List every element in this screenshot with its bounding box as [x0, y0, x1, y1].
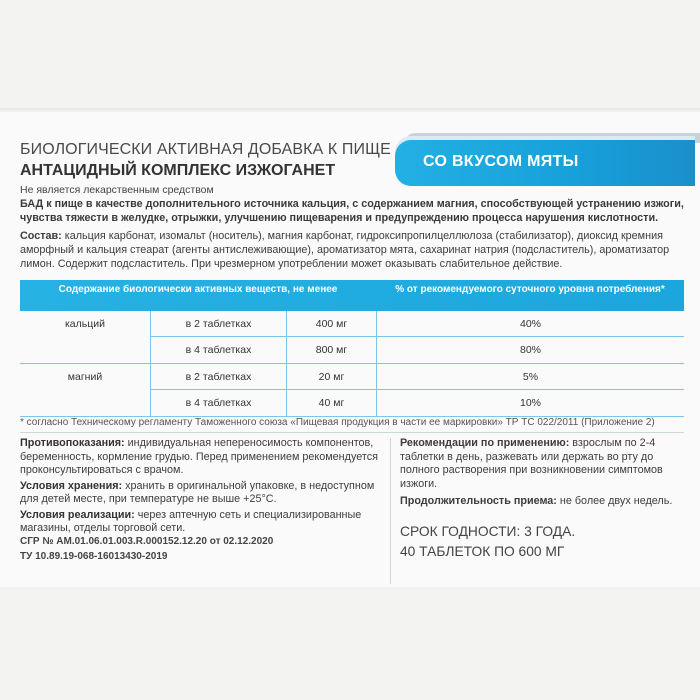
- amount-cell: 40 мг: [286, 390, 376, 416]
- pack-info: 40 ТАБЛЕТОК ПО 600 МГ: [400, 544, 565, 559]
- storage-conditions: [20, 480, 382, 507]
- substance-cell: [20, 390, 150, 416]
- right-info-column: [400, 437, 690, 513]
- footnote: * согласно Техническому регламенту Таможенного союза «Пищевая продукция в части ее маркировки» ТР ТС 022/2011 (Приложение 2): [20, 417, 655, 428]
- table-header-content: Содержание биологически активных веществ, не менее: [58, 284, 338, 295]
- storage-label: Условия хранения:: [20, 479, 123, 492]
- shelf-block: [400, 522, 575, 562]
- percent-cell: 40%: [376, 311, 684, 337]
- left-info-column: [20, 437, 382, 538]
- sgr-number: СГР № AM.01.06.01.003.R.000152.12.20 от 02.12.2020: [20, 536, 274, 547]
- flavor-banner: [395, 140, 695, 186]
- contraindications-text: индивидуальная непереносимость компонентов, беременность, кормление грудью. Перед применением рекомендуется проконсультироваться с врачом.: [20, 437, 378, 476]
- duration-label: Продолжительность приема:: [400, 495, 557, 507]
- column-divider: [390, 438, 391, 584]
- sale-conditions: [20, 509, 382, 536]
- composition-text: кальция карбонат, изомальт (носитель), магния карбонат, гидроксипропилцеллюлоза (стабилизатор), диоксид кремния аморфный и кальция стеарат (агенты антислеживающие), ароматизатор мята, сахаринат натрия (подсластитель), ароматизатор лимон. Содержит подсластитель. При чрезмерном употреблении может оказывать слабительное действие.: [20, 230, 670, 270]
- flavor-text: СО ВКУСОМ МЯТЫ: [423, 153, 579, 170]
- dose-cell: в 2 таблетках: [150, 364, 286, 390]
- table-row: [20, 364, 684, 390]
- dose-cell: в 4 таблетках: [150, 390, 286, 416]
- product-title: АНТАЦИДНЫЙ КОМПЛЕКС ИЗЖОГАНЕТ: [20, 162, 336, 179]
- percent-cell: 10%: [376, 390, 684, 416]
- substance-cell: кальций: [64, 318, 105, 330]
- amount-cell: 400 мг: [286, 311, 376, 337]
- dose-cell: в 2 таблетках: [150, 311, 286, 337]
- table-row: [20, 390, 684, 417]
- sale-label: Условия реализации:: [20, 508, 135, 521]
- duration-text: не более двух недель.: [556, 495, 673, 507]
- percent-cell: 80%: [376, 337, 684, 363]
- composition: [20, 229, 688, 271]
- usage-recommendations: [400, 437, 690, 491]
- composition-label: Состав:: [20, 230, 62, 242]
- intake-duration: [400, 495, 690, 509]
- description: БАД к пище в качестве дополнительного источника кальция, с содержанием магния, способствующей устранению изжоги, чувства тяжести в желудке, отрыжки, улучшению пищеварения и предупреждению процесса нарушения кислотности.: [20, 198, 684, 224]
- substance-cell: магний: [67, 371, 103, 383]
- contraindications: [20, 437, 382, 478]
- tu-number: ТУ 10.89.19-068-16013430-2019: [20, 551, 168, 562]
- storage-text: хранить в оригинальной упаковке, в недоступном для детей месте, при температуре не выше +25°С.: [20, 479, 375, 505]
- table-row: [20, 311, 684, 337]
- usage-text: взрослым по 2-4 таблетки в день, разжевать или держать во рту до полного растворения при возникновении симптомов изжоги.: [400, 437, 663, 490]
- not-drug-note: Не является лекарственным средством: [20, 184, 214, 196]
- percent-cell: 5%: [376, 364, 684, 390]
- table-header-percent: % от рекомендуемого суточного уровня потребления*: [395, 284, 665, 295]
- title-line-1: БИОЛОГИЧЕСКИ АКТИВНАЯ ДОБАВКА К ПИЩЕ: [20, 141, 391, 158]
- sale-text: через аптечную сеть и специализированные магазины, отделы торговой сети.: [20, 508, 362, 534]
- table-header: [20, 280, 684, 311]
- shelf-life: СРОК ГОДНОСТИ: 3 ГОДА.: [400, 524, 576, 539]
- substance-cell: [20, 337, 150, 363]
- usage-label: Рекомендации по применению:: [400, 437, 570, 449]
- dose-cell: в 4 таблетках: [150, 337, 286, 363]
- amount-cell: 800 мг: [286, 337, 376, 363]
- table-row: [20, 337, 684, 364]
- amount-cell: 20 мг: [286, 364, 376, 390]
- divider: [20, 432, 684, 433]
- registration-block: [20, 534, 273, 564]
- nutrient-table: [20, 280, 684, 417]
- contraindications-label: Противопоказания:: [20, 437, 125, 449]
